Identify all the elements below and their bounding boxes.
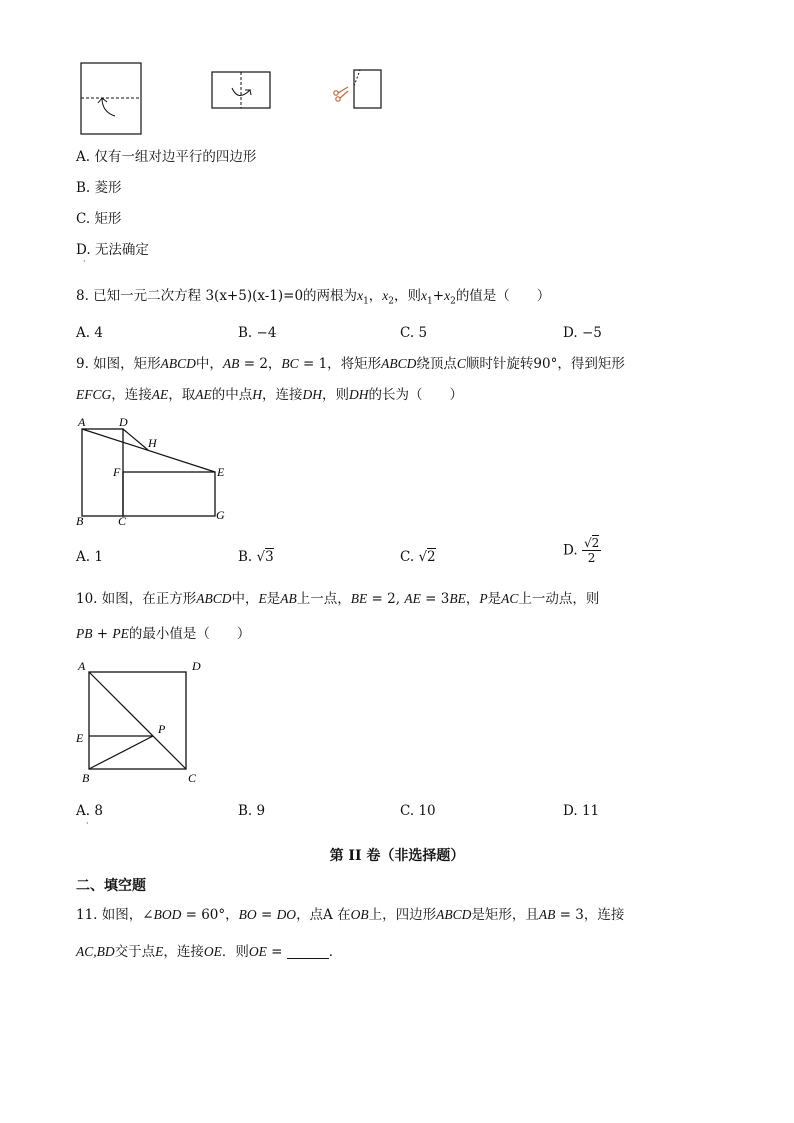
text-run: = — [256, 907, 277, 923]
small-rectangle — [354, 70, 381, 108]
text-run: 上一动点，则 — [518, 591, 600, 607]
text-run: ，连接 — [262, 387, 303, 403]
q10-stem-line1 — [76, 590, 599, 608]
text-run: 的中点 — [211, 387, 253, 403]
math-symbol: AB — [222, 356, 240, 371]
text-run: ，连接 — [163, 944, 204, 960]
option-dot-mark: · — [83, 257, 86, 266]
text-run: = 1，将矩形 — [298, 356, 382, 372]
math-symbol: ABCD — [196, 591, 232, 606]
q8-option-d: D. −5 — [563, 325, 602, 341]
folding-figure — [70, 60, 390, 140]
label-e: E — [76, 731, 84, 745]
segment-bp — [89, 736, 153, 769]
text-run: 11. 如图，∠ — [76, 907, 154, 923]
text-run: ，则 — [322, 387, 349, 403]
math-symbol: PB — [76, 626, 93, 641]
math-symbol: E — [155, 944, 164, 959]
text-run: 是 — [266, 591, 281, 607]
math-symbol: AE — [404, 591, 421, 606]
rectangle-efcg — [123, 472, 215, 516]
math-symbol: PE — [112, 626, 129, 641]
answer-blank[interactable] — [287, 944, 329, 959]
q9-option-c: C. √2 — [400, 549, 436, 565]
text-run: = 3 — [420, 591, 450, 607]
text-run: 是 — [487, 591, 502, 607]
text-run: 是矩形，且 — [471, 907, 539, 923]
math-symbol: P — [479, 591, 488, 606]
label-b: B — [82, 771, 90, 785]
q7-option-b: B. 菱形 — [76, 180, 122, 196]
math-symbol: BE — [449, 591, 466, 606]
math-symbol: BE — [350, 591, 368, 606]
math-symbol: AB — [280, 591, 297, 606]
q7-option-a: A. 仅有一组对边平行的四边形 — [76, 149, 257, 165]
math-symbol: EFCG — [76, 387, 112, 402]
math-symbol: OE — [203, 944, 222, 959]
part-title: 第 II 卷（非选择题） — [329, 848, 465, 864]
text-run: ，连接 — [111, 387, 152, 403]
math-symbol: AC — [501, 591, 519, 606]
q10-option-c: C. 10 — [400, 803, 436, 819]
q10-option-a: A. 8 — [76, 803, 103, 819]
diagonal-ac — [89, 672, 186, 769]
text-run: 的最小值是（ ） — [128, 626, 251, 642]
math-symbol: AC,BD — [76, 944, 115, 959]
math-symbol: AE — [151, 387, 169, 402]
q8-option-b: B. −4 — [238, 325, 277, 341]
fold-arrow-icon — [98, 98, 115, 116]
text-run: 上一点， — [296, 591, 351, 607]
q10-figure — [74, 656, 214, 786]
q9-stem-line1 — [76, 355, 625, 373]
math-symbol: OE — [248, 944, 267, 959]
q11-stem-line1 — [76, 906, 624, 924]
label-f: F — [113, 465, 121, 479]
math-symbol: DH — [302, 387, 322, 402]
math-symbol: BC — [281, 356, 299, 371]
q9-option-b: B. √3 — [238, 549, 274, 565]
math-symbol: ABCD — [381, 356, 417, 371]
q7-option-c: C. 矩形 — [76, 211, 122, 227]
label-c: C — [188, 771, 197, 785]
math-symbol: H — [252, 387, 262, 402]
q11-runs — [76, 944, 287, 960]
cut-line — [354, 70, 360, 86]
text-run: 的长为（ ） — [368, 387, 463, 403]
text-run: 9. 如图，矩形 — [76, 356, 161, 372]
sqrt-icon: √ — [583, 536, 592, 550]
math-symbol: AE — [195, 387, 212, 402]
section-heading: 二、填空题 — [76, 878, 146, 894]
math-symbol: OB — [350, 907, 369, 922]
label-d: D — [119, 415, 128, 429]
q9-figure — [74, 416, 234, 526]
math-symbol: DO — [276, 907, 297, 922]
sqrt-icon: √ — [418, 549, 428, 565]
text-run: = 2， — [239, 356, 282, 372]
text-run: 中， — [195, 356, 223, 372]
text-run: 绕顶点 — [416, 356, 457, 372]
q11-stem-line2: AC,BD交于点E，连接OE．则OE = ． — [76, 944, 343, 960]
q8-stem: 8. 已知一元二次方程 3(x+5)(x-1)=0的两根为$x_1$，$x_2$，则$x_1+x_2$的值是（ ） — [76, 288, 551, 307]
text-run: 10. 如图，在正方形 — [76, 591, 197, 607]
sqrt-icon: √ — [256, 549, 266, 565]
label-a: A — [78, 415, 86, 429]
q10-option-b: B. 9 — [238, 803, 266, 819]
text-run: ．则 — [221, 944, 249, 960]
math-symbol: BO — [238, 907, 257, 922]
q9-option-a: A. 1 — [76, 549, 103, 565]
label-c: C — [118, 514, 127, 528]
label-p: P — [158, 722, 166, 736]
scissors-icon — [334, 87, 348, 101]
label-e: E — [217, 465, 225, 479]
text-run: ， — [465, 591, 480, 607]
text-run: 顺时针旋转90°，得到矩形 — [465, 356, 625, 372]
text-run: = — [266, 944, 287, 960]
q8-option-a: A. 4 — [76, 325, 103, 341]
math-symbol: ABCD — [436, 907, 472, 922]
q9-option-d: D. $\frac{√2}{2}$ — [563, 536, 600, 565]
math-symbol: ABCD — [160, 356, 196, 371]
q10-option-d: D. 11 — [563, 803, 600, 819]
text-run: 交于点 — [114, 944, 156, 960]
text-run: 上，四边形 — [368, 907, 437, 923]
text-run: 中， — [231, 591, 259, 607]
q10-stem-line2 — [76, 625, 250, 643]
label-a: A — [78, 659, 86, 673]
text-run: = 60°， — [181, 907, 239, 923]
math-symbol: DH — [349, 387, 369, 402]
fraction: $\frac{√2}{2}$ — [583, 536, 600, 565]
text-run: ，点A 在 — [296, 907, 351, 923]
q8-option-c: C. 5 — [400, 325, 428, 341]
text-run: = 3，连接 — [555, 907, 625, 923]
label-h: H — [148, 436, 157, 450]
q9-stem-line2 — [76, 386, 463, 404]
label-g: G — [216, 508, 225, 522]
text-run: = 2, — [367, 591, 405, 607]
label-d: D — [192, 659, 201, 673]
math-symbol: E — [258, 591, 267, 606]
text-run: + — [92, 626, 113, 642]
q7-option-d: D. 无法确定 — [76, 242, 149, 258]
math-symbol: AB — [538, 907, 556, 922]
math-symbol: C — [456, 356, 466, 371]
text-run: ，取 — [168, 387, 196, 403]
label-b: B — [76, 514, 84, 528]
math-symbol: BOD — [153, 907, 182, 922]
option-dot-mark: · — [86, 819, 89, 828]
